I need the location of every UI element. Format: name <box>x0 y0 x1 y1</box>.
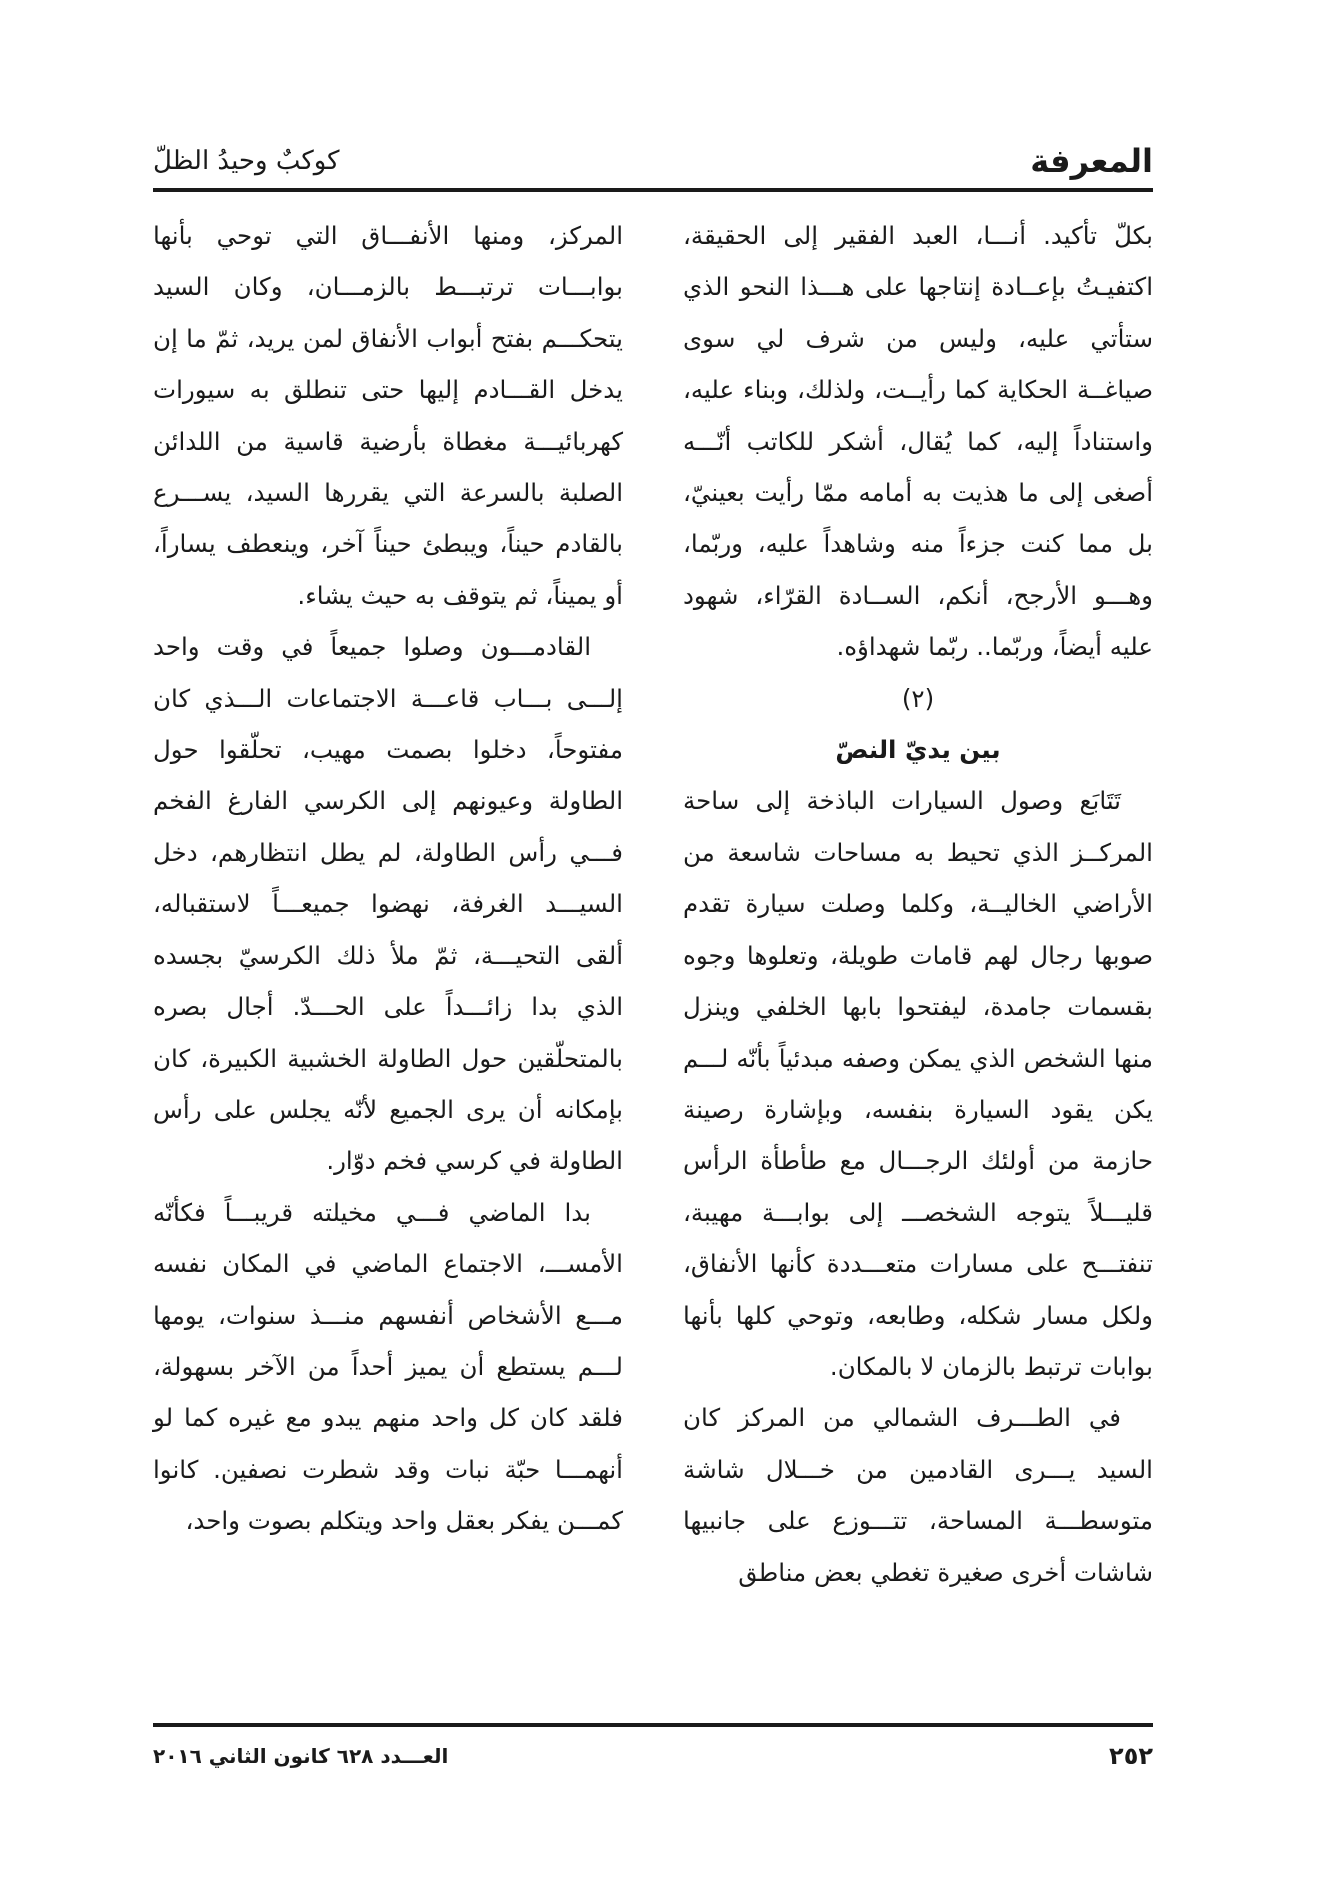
page-number: ٢٥٢ <box>1109 1742 1153 1770</box>
issue-info: العـــدد ٦٢٨ كانون الثاني ٢٠١٦ <box>153 1744 449 1768</box>
right-column <box>683 210 1153 1598</box>
header-rule <box>153 188 1153 192</box>
paragraph: بكلّ تأكيد. أنـــا، العبد الفقير إلى الحقيقة، اكتفيـتُ بإعــادة إنتاجها على هـــذا النحو الذي ستأتي عليه، وليس من شرف لي سوى صياغــة الحكاية كما رأيــت، ولذلك، وبناء عليه، واستناداً إليه، كما يُقال، أشكر للكاتب أنّـــه أصغى إلى ما هذيت به أمامه ممّا رأيت بعينيّ، بل مما كنت جزءاً منه وشاهداً عليه، وربّما، وهـــو الأرجح، أنكم، الســادة القرّاء، شهود عليه أيضاً، وربّما.. ربّما شهداؤه. <box>683 221 1153 662</box>
journal-name: المعرفة <box>1030 142 1153 180</box>
section-title: بين يديّ النصّ <box>835 735 1001 765</box>
left-column <box>153 210 623 1547</box>
paragraph: بدا الماضي فـــي مخيلته قريبـــاً فكأنّه الأمســـ، الاجتماع الماضي في المكان نفسه مـــع الأشخاص أنفسهم منـــذ سنوات، يومها لـــم يستطع أن يميز أحداً من الآخر بسهولة، فلقد كان كل واحد منهم يبدو مع غيره كما لو أنهمـــا حبّة نبات وقد شطرت نصفين. كانوا كمـــن يفكر بعقل واحد ويتكلم بصوت واحد، <box>153 1197 623 1536</box>
paragraph: في الطـــرف الشمالي من المركز كان السيد يـــرى القادمين من خـــلال شاشة متوسطـــة المساحة، تتـــوزع على جانبيها شاشات أخرى صغيرة تغطي بعض مناطق <box>683 1403 1153 1587</box>
section-number: (٢) <box>901 683 935 713</box>
paragraph: المركز، ومنها الأنفـــاق التي توحي بأنها بوابـــات ترتبـــط بالزمـــان، وكان السيد يتحكـــم بفتح أبواب الأنفاق لمن يريد، ثمّ ما إن يدخل القـــادم إليها حتى تنطلق به سيورات كهربائيـــة مغطاة بأرضية قاسية من اللدائن الصلبة بالسرعة التي يقررها السيد، يســـرع بالقادم حيناً، ويبطئ حيناً آخر، وينعطف يساراً، أو يميناً، ثم يتوقف به حيث يشاء. <box>153 221 623 610</box>
running-title: كوكبٌ وحيدُ الظلّ <box>153 146 340 176</box>
page-footer <box>153 1736 1153 1776</box>
paragraph: القادمـــون وصلوا جميعاً في وقت واحد إلـــى بـــاب قاعـــة الاجتماعات الـــذي كان مفتوحاً، دخلوا بصمت مهيب، تحلّقوا حول الطاولة وعيونهم إلى الكرسي الفارغ الفخم فـــي رأس الطاولة، لم يطل انتظارهم، دخل السيـــد الغرفة، نهضوا جميعـــاً لاستقباله، ألقى التحيـــة، ثمّ ملأ ذلك الكرسيّ بجسده الذي بدا زائـــداً على الحـــدّ. أجال بصره بالمتحلّقين حول الطاولة الخشبية الكبيرة، كان بإمكانه أن يرى الجميع لأنّه يجلس على رأس الطاولة في كرسي فخم دوّار. <box>153 632 623 1176</box>
page-header <box>153 138 1153 190</box>
paragraph: تَتَابَع وصول السيارات الباذخة إلى ساحة المركــز الذي تحيط به مساحات شاسعة من الأراضي الخاليــة، وكلما وصلت سيارة تقدم صوبها رجال لهم قامات طويلة، وتعلوها وجوه بقسمات جامدة، ليفتحوا بابها الخلفي وينزل منها الشخص الذي يمكن وصفه مبدئياً بأنّه لـــم يكن يقود السيارة بنفسه، وبإشارة رصينة حازمة من أولئك الرجـــال مع طأطأة الرأس قليـــلاً يتوجه الشخصـــ إلى بوابـــة مهيبة، تنفتـــح على مسارات متعـــددة كأنها الأنفاق، ولكل مسار شكله، وطابعه، وتوحي كلها بأنها بوابات ترتبط بالزمان لا بالمكان. <box>683 786 1153 1381</box>
footer-rule <box>153 1723 1153 1727</box>
